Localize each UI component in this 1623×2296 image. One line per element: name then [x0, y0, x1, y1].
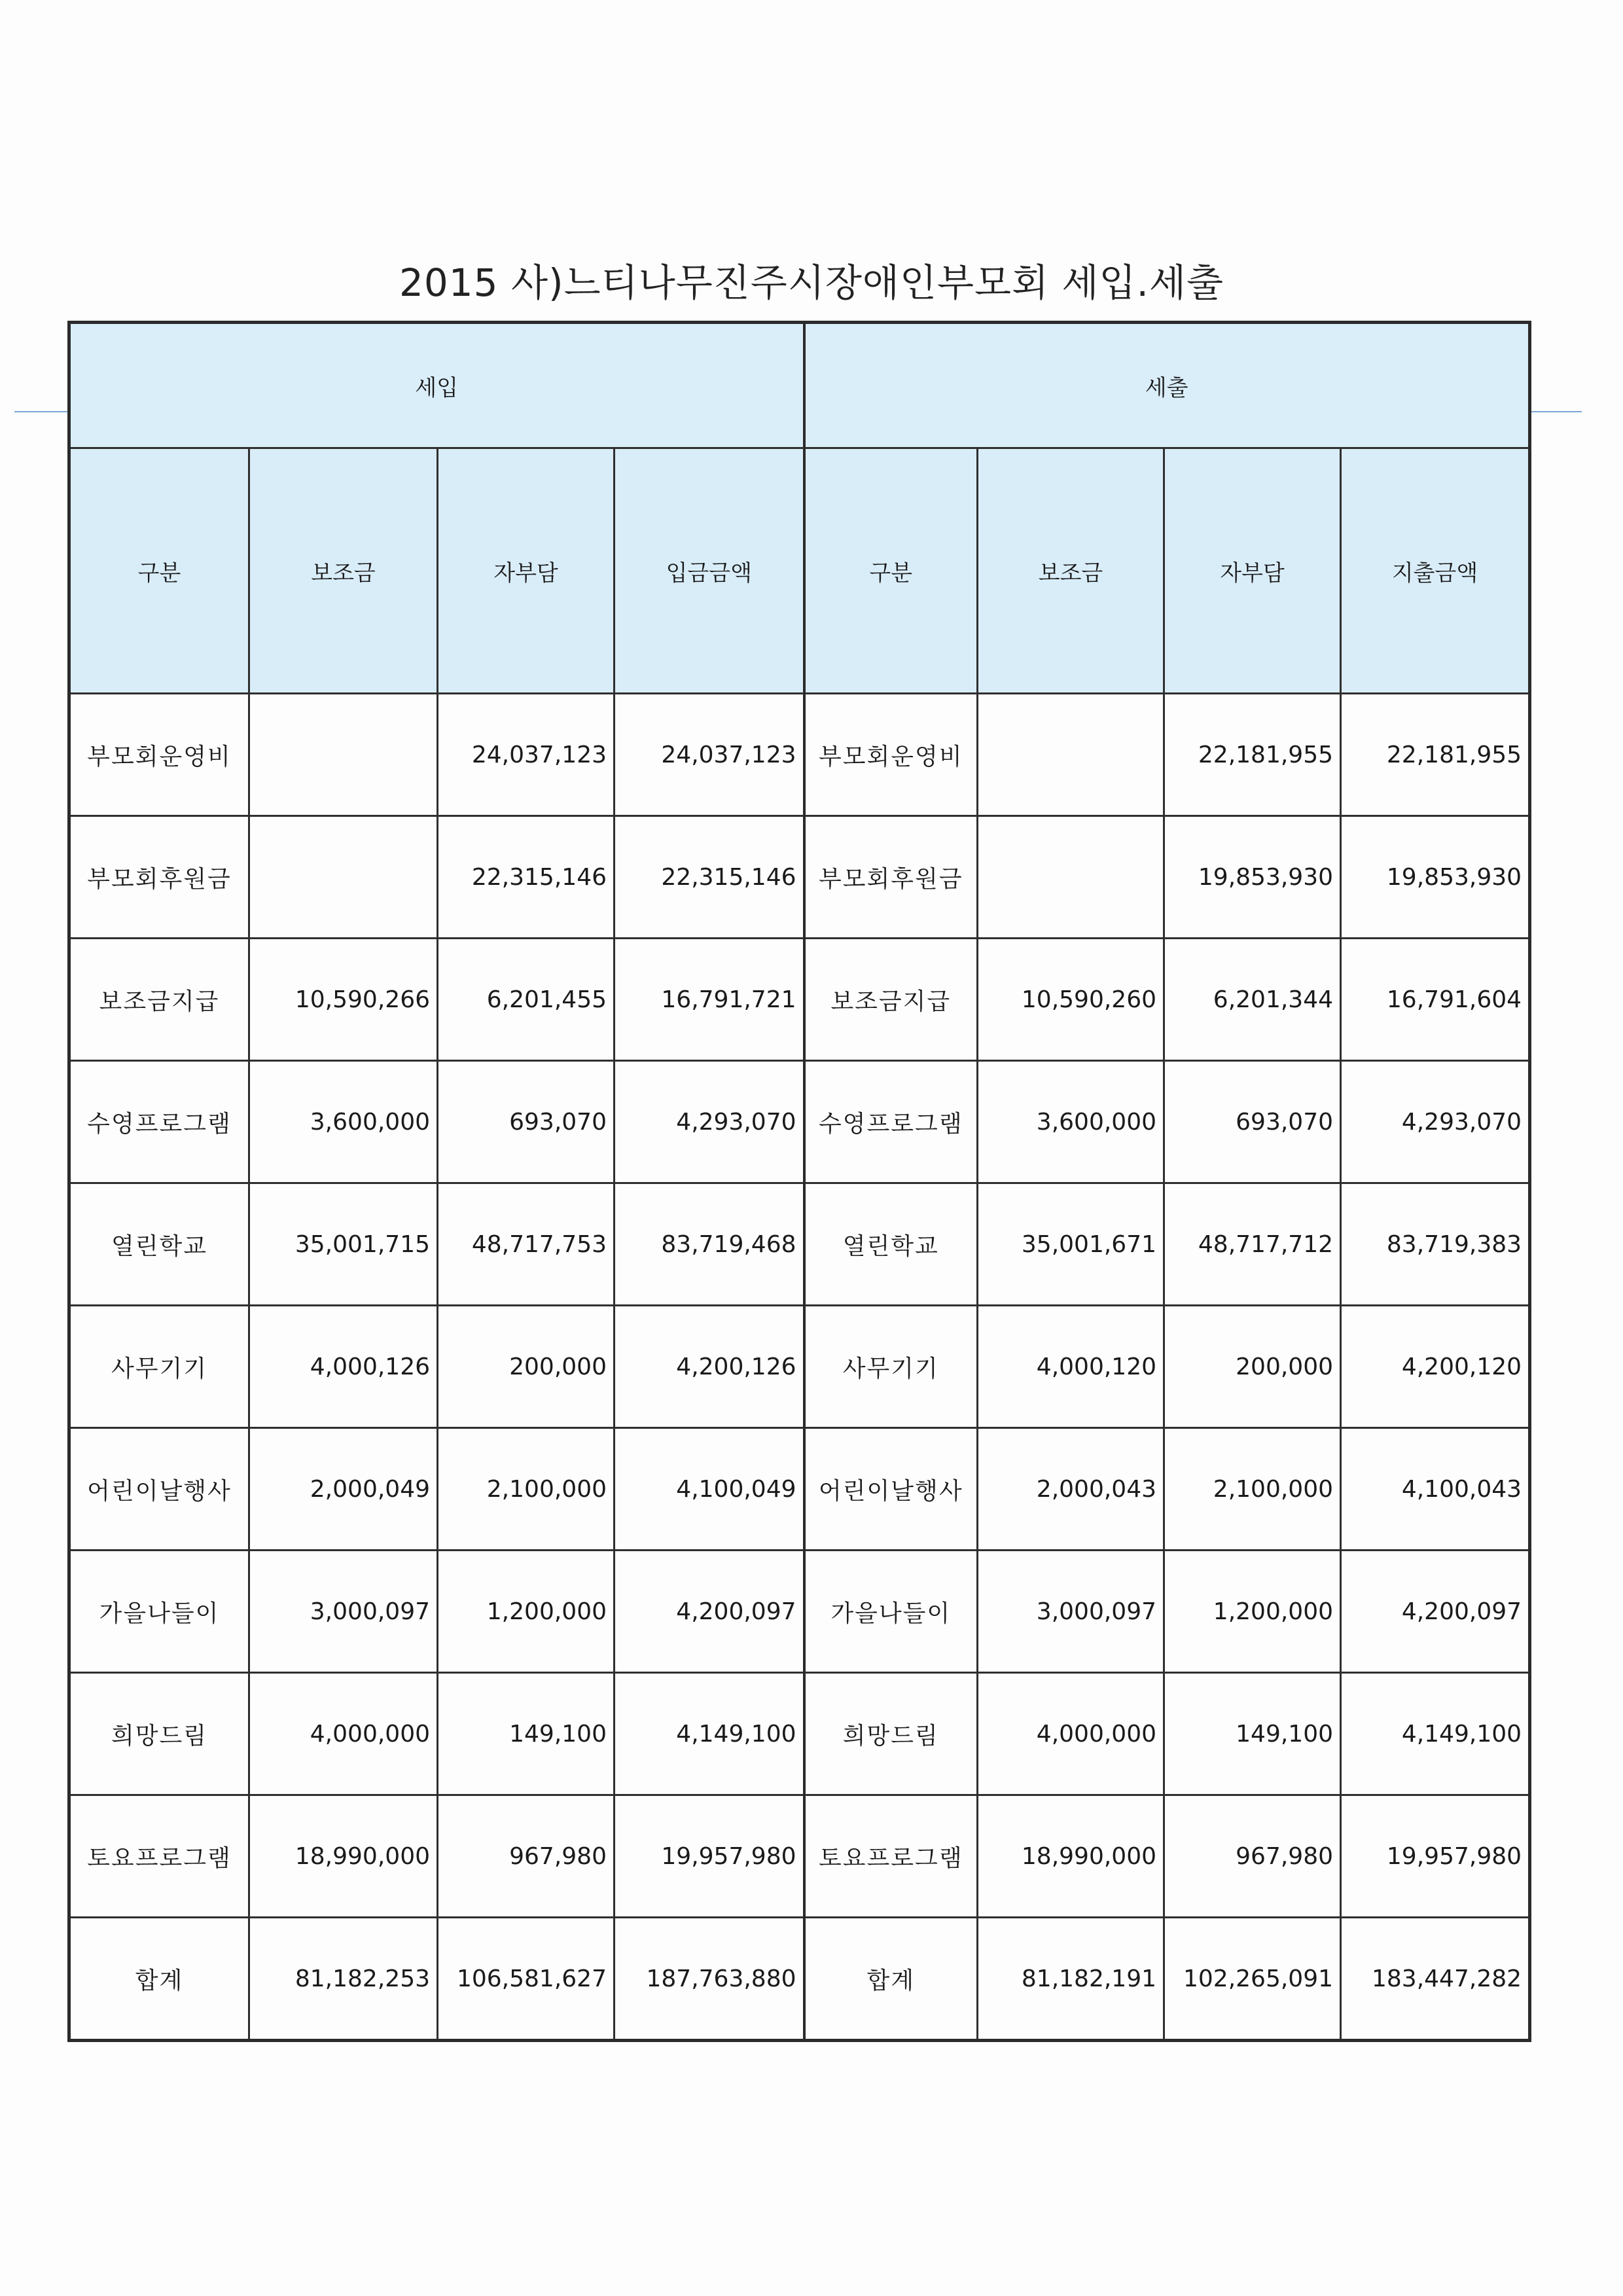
income-self: 693,070 — [438, 1061, 615, 1183]
income-category: 부모회운영비 — [69, 694, 249, 816]
income-self: 200,000 — [438, 1306, 615, 1428]
income-total: 4,293,070 — [615, 1061, 804, 1183]
expense-total: 4,293,070 — [1341, 1061, 1530, 1183]
expense-self: 967,980 — [1164, 1795, 1341, 1918]
table-row — [69, 1673, 1530, 1795]
income-self: 22,315,146 — [438, 816, 615, 939]
col-header-expense-subsidy: 보조금 — [978, 448, 1164, 694]
expense-category: 토요프로그램 — [804, 1795, 978, 1918]
expense-category: 사무기기 — [804, 1306, 978, 1428]
page-title: 2015 사)느티나무진주시장애인부모회 세입.세출 — [399, 260, 1224, 305]
income-self: 2,100,000 — [438, 1428, 615, 1551]
expense-self: 6,201,344 — [1164, 939, 1341, 1061]
expense-category: 부모회후원금 — [804, 816, 978, 939]
income-category: 부모회후원금 — [69, 816, 249, 939]
income-self-sum: 106,581,627 — [438, 1918, 615, 2041]
expense-header: 세출 — [804, 323, 1530, 448]
expense-subsidy-sum: 81,182,191 — [978, 1918, 1164, 2041]
table-row — [69, 816, 1530, 939]
income-category: 열린학교 — [69, 1183, 249, 1306]
expense-category: 어린이날행사 — [804, 1428, 978, 1551]
income-total: 83,719,468 — [615, 1183, 804, 1306]
budget-table — [67, 321, 1531, 2042]
income-grand-total: 187,763,880 — [615, 1918, 804, 2041]
income-total: 24,037,123 — [615, 694, 804, 816]
income-category: 사무기기 — [69, 1306, 249, 1428]
expense-subsidy: 2,000,043 — [978, 1428, 1164, 1551]
income-self: 48,717,753 — [438, 1183, 615, 1306]
income-subsidy-sum: 81,182,253 — [249, 1918, 438, 2041]
table-row — [69, 1795, 1530, 1918]
expense-category: 보조금지급 — [804, 939, 978, 1061]
expense-self: 2,100,000 — [1164, 1428, 1341, 1551]
income-subsidy: 4,000,000 — [249, 1673, 438, 1795]
income-category: 토요프로그램 — [69, 1795, 249, 1918]
col-header-expense-total: 지출금액 — [1341, 448, 1530, 694]
income-total: 16,791,721 — [615, 939, 804, 1061]
income-self: 149,100 — [438, 1673, 615, 1795]
income-subsidy — [249, 816, 438, 939]
expense-category: 수영프로그램 — [804, 1061, 978, 1183]
income-total-label: 합계 — [69, 1918, 249, 2041]
col-header-income-category: 구분 — [69, 448, 249, 694]
income-subsidy: 4,000,126 — [249, 1306, 438, 1428]
income-category: 어린이날행사 — [69, 1428, 249, 1551]
expense-total: 16,791,604 — [1341, 939, 1530, 1061]
expense-subsidy: 3,600,000 — [978, 1061, 1164, 1183]
table-row — [69, 1061, 1530, 1183]
income-category: 가을나들이 — [69, 1551, 249, 1673]
expense-total: 19,957,980 — [1341, 1795, 1530, 1918]
expense-category: 희망드림 — [804, 1673, 978, 1795]
expense-self: 19,853,930 — [1164, 816, 1341, 939]
income-header: 세입 — [69, 323, 804, 448]
expense-total: 83,719,383 — [1341, 1183, 1530, 1306]
expense-subsidy: 4,000,000 — [978, 1673, 1164, 1795]
expense-total: 19,853,930 — [1341, 816, 1530, 939]
expense-total: 4,149,100 — [1341, 1673, 1530, 1795]
table-row — [69, 939, 1530, 1061]
expense-subsidy: 4,000,120 — [978, 1306, 1164, 1428]
expense-total: 4,200,097 — [1341, 1551, 1530, 1673]
income-subsidy: 3,600,000 — [249, 1061, 438, 1183]
income-category: 희망드림 — [69, 1673, 249, 1795]
expense-self-sum: 102,265,091 — [1164, 1918, 1341, 2041]
table-row — [69, 1306, 1530, 1428]
expense-self: 200,000 — [1164, 1306, 1341, 1428]
income-subsidy: 35,001,715 — [249, 1183, 438, 1306]
col-header-income-self: 자부담 — [438, 448, 615, 694]
expense-category: 열린학교 — [804, 1183, 978, 1306]
expense-subsidy — [978, 694, 1164, 816]
expense-total-label: 합계 — [804, 1918, 978, 2041]
table-row — [69, 694, 1530, 816]
expense-total: 4,200,120 — [1341, 1306, 1530, 1428]
income-subsidy: 2,000,049 — [249, 1428, 438, 1551]
expense-total: 22,181,955 — [1341, 694, 1530, 816]
expense-subsidy — [978, 816, 1164, 939]
col-header-income-total: 입금금액 — [615, 448, 804, 694]
table-body — [69, 694, 1530, 2041]
col-header-income-subsidy: 보조금 — [249, 448, 438, 694]
income-total: 4,149,100 — [615, 1673, 804, 1795]
expense-subsidy: 3,000,097 — [978, 1551, 1164, 1673]
expense-self: 1,200,000 — [1164, 1551, 1341, 1673]
income-category: 보조금지급 — [69, 939, 249, 1061]
col-header-expense-self: 자부담 — [1164, 448, 1341, 694]
expense-total: 4,100,043 — [1341, 1428, 1530, 1551]
income-self: 24,037,123 — [438, 694, 615, 816]
income-subsidy: 10,590,266 — [249, 939, 438, 1061]
income-total: 4,200,097 — [615, 1551, 804, 1673]
expense-subsidy: 10,590,260 — [978, 939, 1164, 1061]
income-subsidy — [249, 694, 438, 816]
table-row — [69, 1428, 1530, 1551]
income-total: 4,200,126 — [615, 1306, 804, 1428]
table-row — [69, 1183, 1530, 1306]
income-total: 19,957,980 — [615, 1795, 804, 1918]
expense-self: 48,717,712 — [1164, 1183, 1341, 1306]
income-category: 수영프로그램 — [69, 1061, 249, 1183]
expense-grand-total: 183,447,282 — [1341, 1918, 1530, 2041]
col-header-expense-category: 구분 — [804, 448, 978, 694]
income-self: 1,200,000 — [438, 1551, 615, 1673]
expense-subsidy: 18,990,000 — [978, 1795, 1164, 1918]
expense-self: 22,181,955 — [1164, 694, 1341, 816]
expense-category: 부모회운영비 — [804, 694, 978, 816]
expense-category: 가을나들이 — [804, 1551, 978, 1673]
income-self: 967,980 — [438, 1795, 615, 1918]
expense-self: 149,100 — [1164, 1673, 1341, 1795]
income-total: 22,315,146 — [615, 816, 804, 939]
income-self: 6,201,455 — [438, 939, 615, 1061]
table-row — [69, 1551, 1530, 1673]
expense-subsidy: 35,001,671 — [978, 1183, 1164, 1306]
total-row — [69, 1918, 1530, 2041]
expense-self: 693,070 — [1164, 1061, 1341, 1183]
income-subsidy: 3,000,097 — [249, 1551, 438, 1673]
income-total: 4,100,049 — [615, 1428, 804, 1551]
income-subsidy: 18,990,000 — [249, 1795, 438, 1918]
